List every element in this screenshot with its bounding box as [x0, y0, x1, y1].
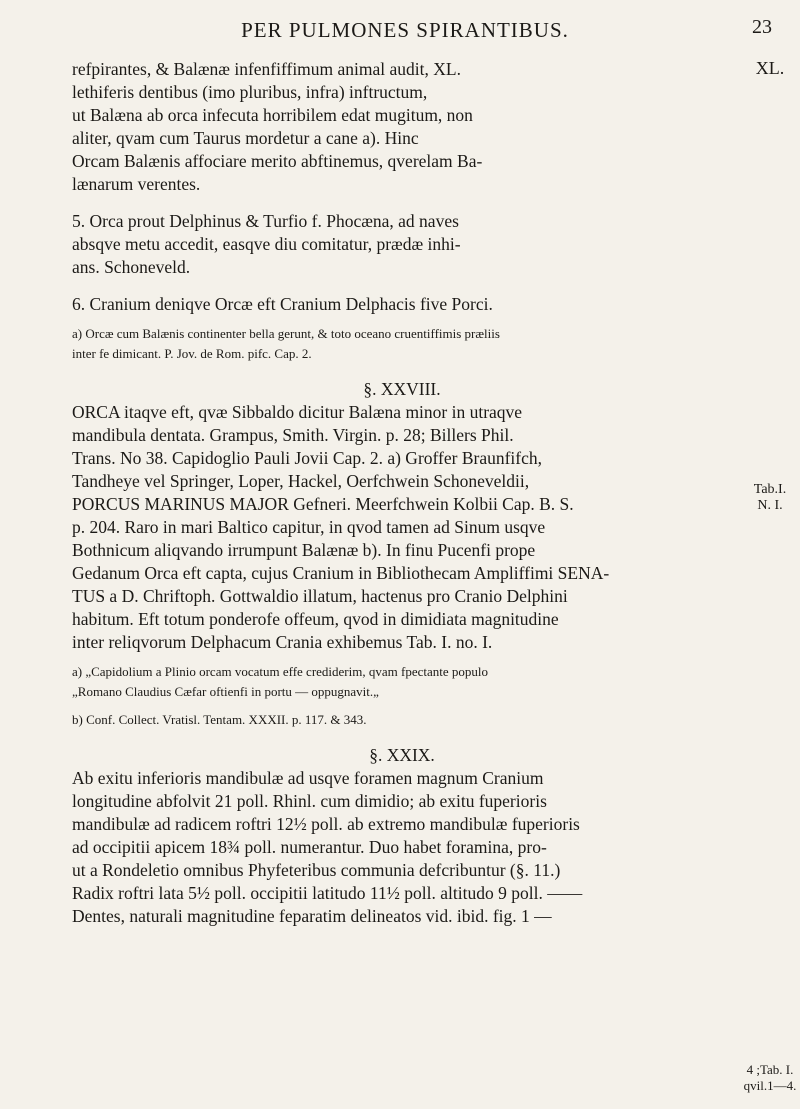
text-line: habitum. Eft totum ponderofe offeum, qvod in dimidiata magnitudine	[72, 609, 559, 629]
text-line: Gedanum Orca eft capta, cujus Cranium in Bibliothecam Ampliffimi SENA-	[72, 563, 610, 583]
spacer	[72, 279, 732, 293]
margin-note-tab	[740, 482, 800, 514]
text-line: Radix roftri lata 5½ poll. occipitii latitudo 11½ poll. altitudo 9 poll. ——	[72, 883, 583, 903]
footnote-line: b) Conf. Collect. Vratisl. Tentam. XXXII. p. 117. & 343.	[72, 712, 367, 727]
margin-note-tab-line2: N. I.	[757, 498, 783, 513]
spacer	[72, 730, 732, 744]
running-title: PER PULMONES SPIRANTIBUS.	[241, 18, 569, 42]
text-line: Bothnicum aliqvando irrumpunt Balænæ b). In finu Pucenfi prope	[72, 540, 536, 560]
text-line: p. 204. Raro in mari Baltico capitur, in qvod tamen ad Sinum usqve	[72, 517, 546, 537]
margin-note-bottom-line1: 4 ;Tab. I.	[746, 1062, 794, 1077]
text-line: ut Balæna ab orca infecuta horribilem edat mugitum, non	[72, 105, 473, 125]
spacer	[72, 654, 732, 662]
text-line: refpirantes, & Balænæ infenfiffimum animal audit, XL.	[72, 59, 461, 79]
spacer	[72, 702, 732, 710]
text-line: aliter, qvam cum Taurus mordetur a cane a). Hinc	[72, 128, 419, 148]
text-line: Tandheye vel Springer, Loper, Hackel, Oerfchwein Schoneveldii,	[72, 471, 530, 491]
spacer	[72, 316, 732, 324]
footnote-line: „Romano Claudius Cæfar oftienfi in portu — oppugnavit.„	[72, 684, 379, 699]
text-line: lænarum verentes.	[72, 174, 201, 194]
footnote-line: a) Orcæ cum Balænis continenter bella gerunt, & toto oceano cruentiffimis præliis	[72, 326, 500, 341]
margin-note-xl: XL.	[755, 58, 785, 78]
text-line: lethiferis dentibus (imo pluribus, infra) inftructum,	[72, 82, 428, 102]
text-line: ad occipitii apicem 18¾ poll. numerantur. Duo habet foramina, pro-	[72, 837, 547, 857]
text-line: mandibula dentata. Grampus, Smith. Virgin. p. 28; Billers Phil.	[72, 425, 514, 445]
text-line: TUS a D. Chriftoph. Gottwaldio illatum, hactenus pro Cranio Delphini	[72, 586, 568, 606]
text-line: 5. Orca prout Delphinus & Turfio f. Phocæna, ad naves	[72, 211, 459, 231]
page-body	[72, 58, 732, 928]
text-line: inter reliqvorum Delphacum Crania exhibemus Tab. I. no. I.	[72, 632, 493, 652]
text-line: Ab exitu inferioris mandibulæ ad usqve foramen magnum Cranium	[72, 768, 544, 788]
text-line: ORCA itaqve eft, qvæ Sibbaldo dicitur Balæna minor in utraqve	[72, 402, 523, 422]
margin-note-bottom	[740, 1062, 800, 1094]
text-line: absqve metu accedit, easqve diu comitatur, prædæ inhi-	[72, 234, 461, 254]
text-line: PORCUS MARINUS MAJOR Gefneri. Meerfchwein Kolbii Cap. B. S.	[72, 494, 574, 514]
page-number: 23	[752, 16, 772, 38]
text-line: 6. Cranium deniqve Orcæ eft Cranium Delphacis five Porci.	[72, 294, 493, 314]
text-line: mandibulæ ad radicem roftri 12½ poll. ab extremo mandibulæ fuperioris	[72, 814, 580, 834]
margin-note-bottom-line2: qvil.1—4.	[743, 1078, 797, 1093]
text-line: Dentes, naturali magnitudine feparatim delineatos vid. ibid. fig. 1 —	[72, 906, 552, 926]
spacer	[72, 196, 732, 210]
text-line: Orcam Balænis affociare merito abftinemus, qverelam Ba-	[72, 151, 483, 171]
footnote-line: a) „Capidolium a Plinio orcam vocatum effe crediderim, qvam fpectante populo	[72, 664, 488, 679]
text-line: ut a Rondeletio omnibus Phyfeteribus communia defcribuntur (§. 11.)	[72, 860, 561, 880]
section-heading: §. XXIX.	[369, 745, 435, 765]
spacer	[72, 364, 732, 378]
section-heading: §. XXVIII.	[363, 379, 441, 399]
text-line: longitudine abfolvit 21 poll. Rhinl. cum dimidio; ab exitu fuperioris	[72, 791, 547, 811]
text-line: Trans. No 38. Capidoglio Pauli Jovii Cap. 2. a) Groffer Braunfifch,	[72, 448, 543, 468]
footnote-line: inter fe dimicant. P. Jov. de Rom. pifc. Cap. 2.	[72, 346, 312, 361]
margin-note-tab-line1: Tab.I.	[753, 482, 787, 497]
text-line: ans. Schoneveld.	[72, 257, 191, 277]
